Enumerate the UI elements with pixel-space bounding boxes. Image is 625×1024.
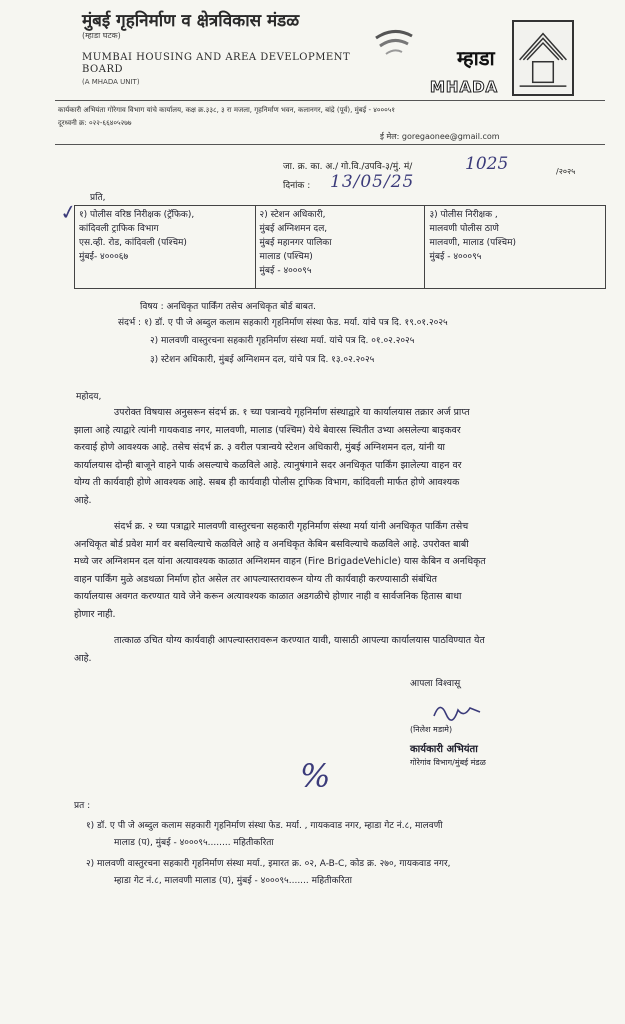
brand-name-english: MHADA [430,78,499,96]
recipient-3-line: ३) पोलीस निरीक्षक , [429,210,498,220]
paragraph-line: होणार नाही. [74,608,116,620]
org-name-marathi: मुंबई गृहनिर्माण व क्षेत्रविकास मंडळ [82,11,300,31]
org-name-english-line1: MUMBAI HOUSING AND AREA DEVELOPMENT [82,52,351,63]
reference-2: २) मालवणी वास्तुरचना सहकारी गृहनिर्माण संस्था मर्या. यांचे पत्र दि. ०१.०२.२०२५ [150,336,415,346]
signature-scribble-icon [432,698,482,724]
paragraph-line: कार्यालयास दोन्ही बाजूने वाहने पार्क असल्याचे कळविले आहे. त्यानुषंगाने सदर अनधिकृत पार्किंग झालेल्या वाहन वर [74,459,462,471]
board-emblem-icon [370,24,418,64]
closing-line: आपला विश्वासू [410,679,461,689]
reference-1: संदर्भ : १) डॉ. ए पी जे अब्दुल कलाम सहकारी गृहनिर्माण संस्था फेड. मर्या. यांचे पत्र दि. १९.०१.२०२५ [118,318,448,328]
recipient-2-line: मुंबई - ४०००९५ [259,266,312,276]
paragraph-line: अनधिकृत बोर्ड प्रवेश मार्ग वर बसविल्याचे कळविले आहे व अनधिकृत केबिन बसविल्याचे कळविले आहे. उपरोक्त बाबी [74,538,469,550]
copy-line: मालाड (प), मुंबई - ४०००९५........ महितीकरिता [114,838,274,848]
body-paragraph-2 [74,518,598,623]
check-mark-icon: ✓ [58,198,79,226]
recipient-2-line: २) स्टेशन अधिकारी, [259,210,326,220]
date-handwritten: 13/05/25 [330,172,415,192]
salutation: महोदय, [76,392,102,402]
signatory-name: (निलेश मडामे) [410,725,453,734]
brand-name-marathi: म्हाडा [457,46,495,70]
prati-label: प्रति, [90,193,106,203]
paragraph-line: उपरोक्त विषयास अनुसरून संदर्भ क्र. १ च्या पत्रान्वये गृहनिर्माण संस्थाद्वारे या कार्यालयास तक्रार अर्ज प्राप्त [114,407,470,418]
recipient-1-line: १) पोलीस वरिष्ठ निरीक्षक (ट्रॅफिक), [79,210,195,220]
paragraph-line: संदर्भ क्र. २ च्या पत्राद्वारे मालवणी वास्तुरचना सहकारी गृहनिर्माण संस्था मर्या यांनी अनधिकृत पार्किंग तसेच [114,521,469,532]
outward-reference-prefix: जा. क्र. का. अ./ गो.वि./उपवि-३/मुं. मं/ [283,162,413,172]
org-unit-label: (A MHADA UNIT) [82,78,140,86]
copy-to-heading: प्रत : [74,801,91,811]
recipient-1-line: कांदिवली ट्राफिक विभाग [79,224,159,234]
handwritten-initial: % [300,757,331,795]
copy-line: १) डॉ. ए पी जे अब्दुल कलाम सहकारी गृहनिर्माण संस्था फेड. मर्या. , गायकवाड नगर, म्हाडा गेट नं.८, मालवणी [86,821,443,831]
office-address: कार्यकारी अभियंता गोरेगाव विभाग यांचे कार्यालय, कक्ष क्र.३३८, ३ रा मजला, गृहनिर्माण भवन, कलानगर, बांद्रे (पूर्व), मुंबई - ४०००५१ [58,106,396,114]
paragraph-line: झाला आहे त्याद्वारे त्यांनी गायकवाड नगर, मालवणी, मालाड (पश्चिम) येथे बेवारस स्थितीत उभ्या असलेल्या बाइकवर [74,424,461,436]
recipient-3-line: मालवणी, मालाड (पश्चिम) [429,238,517,248]
recipient-1-line: मुंबई- ४०००६७ [79,252,129,262]
copy-line: २) मालवणी वास्तुरचना सहकारी गृहनिर्माण संस्था मर्या., इमारत क्र. ०२, A-B-C, कोड क्र. २७०, गायकवाड नगर, [86,859,451,869]
paragraph-line: आहे. [74,494,92,506]
header-divider [55,100,605,101]
recipient-3 [425,206,606,289]
address-divider [55,144,605,145]
copy-to-item-2 [86,856,451,890]
recipient-2-line: मुंबई महानगर पालिका [259,238,332,248]
recipients-table [74,205,606,289]
paragraph-line: तात्काळ उचित योग्य कार्यवाही आपल्यास्तरावरून करण्यात यावी, यासाठी आपल्या कार्यालयास पाठविण्यात येत [114,635,485,646]
paragraph-line: करवाई होणे आवश्यक आहे. तसेच संदर्भ क्र. ३ वरील पत्रान्वये स्टेशन अधिकारी, मुंबई अग्निशमन दल, यांनी या [74,442,445,453]
signatory-department: गोरेगांव विभाग/मुंबई मंडळ [410,758,486,767]
paragraph-line: कार्यालयास अवगत करण्यात यावे जेने करून अत्यावश्यक काळात अडगळीचे होणार नाही व सार्वजनिक हितास बाधा [74,591,462,602]
signatory-title: कार्यकारी अभियंता [410,744,478,755]
mhada-house-logo-icon [512,20,574,96]
recipient-3-line: मुंबई - ४०००९५ [429,252,482,262]
paragraph-line: वाहन पार्किंग मुळे अडथळा निर्माण होत असेल तर आपल्यास्तरावरून योग्य ती कार्यवाही करण्यासाठी संबंधित [74,573,437,585]
recipient-1 [75,206,256,289]
org-subtitle-marathi: (म्हाडा घटक) [82,31,121,40]
paragraph-line: आहे. [74,652,92,664]
recipient-2-line: मुंबई अग्निशमन दल, [259,224,328,234]
date-label: दिनांक : [283,181,311,191]
office-phone: दूरध्वनी क्र: ०२२-६६४०५२७७ [58,119,132,127]
recipient-2 [255,206,425,289]
outward-year: /२०२५ [556,167,576,176]
recipient-2-line: मालाड (पश्चिम) [259,252,313,262]
recipient-3-line: मालवणी पोलीस ठाणे [429,224,499,234]
body-paragraph-1 [74,404,598,509]
org-name-english-line2: BOARD [82,64,124,75]
recipient-1-line: एस.व्ही. रोड, कांदिवली (पश्चिम) [79,238,187,248]
reference-3: ३) स्टेशन अधिकारी, मुंबई अग्निशमन दल, यांचे पत्र दि. १३.०२.२०२५ [150,355,375,365]
outward-number-handwritten: 1025 [465,154,509,174]
office-email: ई मेल: goregaonee@gmail.com [380,132,500,141]
paragraph-line: योग्य ती कार्यवाही होणे आवश्यक आहे. सबब ही कार्यवाही पोलीस ट्राफिक विभाग, कांदिवली मार्फत होणे आवश्यक [74,477,460,488]
copy-line: म्हाडा गेट नं.८, मालवणी मालाड (प), मुंबई - ४०००९५....... महितीकरिता [114,876,352,886]
body-paragraph-3 [74,632,598,667]
copy-to-item-1 [86,818,443,852]
subject-line: विषय : अनधिकृत पार्किंग तसेच अनधिकृत बोर्ड बाबत. [140,302,316,312]
paragraph-line: मध्ये जर अग्निशमन दल यांना अत्यावश्यक काळात अग्निशमन वाहन (Fire BrigadeVehicle) यास केबिन व अनधिकृत [74,556,486,567]
